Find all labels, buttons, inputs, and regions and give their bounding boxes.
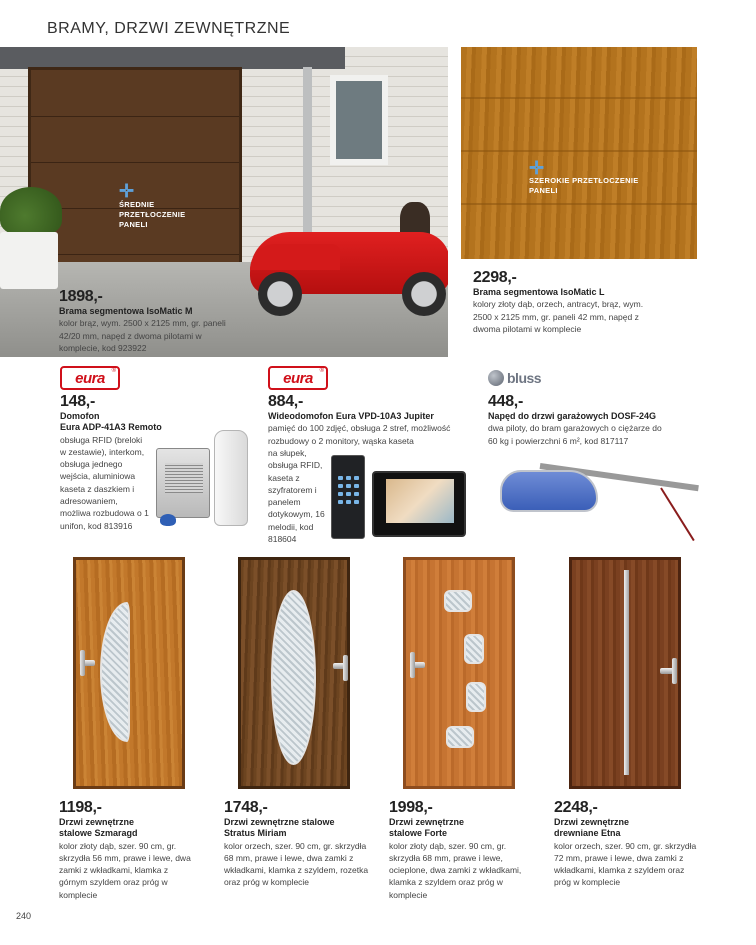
product-door-szmaragd [59, 799, 209, 901]
price: 448,- [488, 393, 523, 410]
bluss-logo-icon [488, 370, 504, 386]
price: 2248,- [554, 799, 598, 816]
door-forte-image [403, 557, 515, 789]
eura-logo-text: eura [283, 369, 313, 387]
product-desc: pamięć do 100 zdjęć, obsługa 2 stref, możliwość rozbudowy o 2 monitory, wąska kaseta [268, 423, 451, 446]
door-glass [100, 602, 130, 742]
price: 1198,- [59, 799, 102, 816]
product-name: Drzwi zewnętrzne stalowe Stratus Miriam [224, 817, 335, 839]
video-monitor [372, 471, 466, 537]
rfid-keytag-icon [160, 514, 176, 526]
red-car [250, 202, 448, 312]
product-desc: kolor złoty dąb, szer. 90 cm, gr. skrzydła 56 mm, prawe i lewe, dwa zamki z wkładkami, klamka z górnym szyldem oraz próg w komplecie [59, 840, 191, 900]
product-door-forte [389, 799, 539, 901]
door-szmaragd-image [73, 557, 185, 789]
product-name: Wideodomofon Eura VPD-10A3 Jupiter [268, 411, 434, 421]
product-desc: kolor złoty dąb, szer. 90 cm, gr. skrzydła 68 mm, prawe i lewe, ocieplone, dwa zamki z wkładkami, klamka z szyldem oraz próg w komplecie [389, 840, 522, 900]
video-door-panel [331, 455, 365, 539]
price: 1748,- [224, 799, 268, 816]
plus-icon: ✛ [119, 181, 135, 201]
product-desc: dwa piloty, do bram garażowych o ciężarze do 60 kg i powierzchni 6 m², kod 817117 [488, 423, 662, 446]
door-escutcheon [80, 650, 85, 676]
product-door-etna [554, 799, 714, 889]
price: 148,- [60, 393, 95, 410]
release-cord [660, 487, 695, 541]
price: 2298,- [473, 269, 517, 286]
product-door-stratus [224, 799, 374, 889]
product-desc: kolor brąz, wym. 2500 x 2125 mm, gr. paneli 42/20 mm, napęd z dwoma pilotami w komplecie, kod 923922 [59, 318, 226, 353]
callout-wide-text: SZEROKIE PRZETŁOCZENIE PANELI [529, 176, 639, 196]
bluss-logo-text: bluss [507, 370, 542, 386]
callout-medium [119, 182, 134, 200]
product-name: Drzwi zewnętrzne drewniane Etna [554, 817, 630, 839]
roof-eave [0, 47, 345, 69]
product-desc: kolory złoty dąb, orzech, antracyt, brąz, wym. 2500 x 2125 mm, gr. paneli 42 mm, napęd z dwoma pilotami w komplecie [473, 299, 644, 334]
eura-logo-text: eura [75, 369, 105, 387]
product-naped [488, 393, 718, 447]
section-title: BRAMY, DRZWI ZEWNĘTRZNE [47, 20, 291, 37]
product-name: Drzwi zewnętrzne stalowe Szmaragd [59, 817, 138, 839]
eura-logo: eura ® [268, 366, 328, 390]
product-gate-m [59, 288, 259, 354]
price: 884,- [268, 393, 303, 410]
door-etna-image [569, 557, 681, 789]
door-escutcheon [343, 655, 348, 681]
eura-logo: eura ® [60, 366, 120, 390]
garage-opener-motor [500, 470, 598, 512]
plant [0, 187, 62, 235]
door-glass [444, 590, 472, 612]
plant-pot [0, 232, 58, 289]
product-gate-l [473, 269, 663, 335]
price: 1998,- [389, 799, 433, 816]
product-name: Napęd do drzwi garażowych DOSF-24G [488, 411, 657, 421]
door-glass [271, 590, 316, 765]
price: 1898,- [59, 288, 103, 305]
product-desc: kolor orzech, szer. 90 cm, gr. skrzydła 72 mm, prawe i lewe, dwa zamki z wkładkami, klamka z szyldem oraz próg w komplecie [554, 840, 697, 888]
product-desc: obsługa RFID (breloki w zestawie), interkom, obsługa jednego wejścia, aluminiowa kaseta z daszkiem i adresowaniem, możliwa rozbudowa o 1 unifon, kod 813916 [60, 434, 149, 531]
intercom-outdoor-plate [156, 448, 210, 518]
monitor-screen [386, 479, 454, 523]
product-desc-side: na słupek, obsługa RFID, kaseta z szyfratorem i panelem dotykowym, 16 melodii, kod 818604 [268, 447, 325, 545]
door-glass [464, 634, 484, 664]
door-escutcheon [672, 658, 677, 684]
callout-medium-text: ŚREDNIE PRZETŁOCZENIE PANELI [119, 200, 186, 230]
door-glass [446, 726, 474, 748]
house-window [330, 75, 388, 165]
wide-panel-sample-image [461, 47, 697, 259]
product-name: Domofon Eura ADP-41A3 Remoto [60, 411, 162, 433]
page-number: 240 [16, 911, 32, 921]
door-stratus-image [238, 557, 350, 789]
door-steel-strip [624, 570, 629, 775]
product-desc: kolor orzech, szer. 90 cm, gr. skrzydła 68 mm, prawe i lewe, dwa zamki z wkładkami, klamka z szyldem, rozetka oraz próg w komplecie [224, 840, 369, 888]
garage-scene-image [0, 47, 448, 357]
door-escutcheon [410, 652, 415, 678]
product-name: Drzwi zewnętrzne stalowe Forte [389, 817, 465, 839]
door-glass [466, 682, 486, 712]
intercom-handset [214, 430, 248, 526]
product-name: Brama segmentowa IsoMatic L [473, 287, 605, 297]
product-name: Brama segmentowa IsoMatic M [59, 306, 193, 316]
plus-icon: ✛ [529, 158, 545, 178]
bluss-logo [488, 370, 541, 386]
